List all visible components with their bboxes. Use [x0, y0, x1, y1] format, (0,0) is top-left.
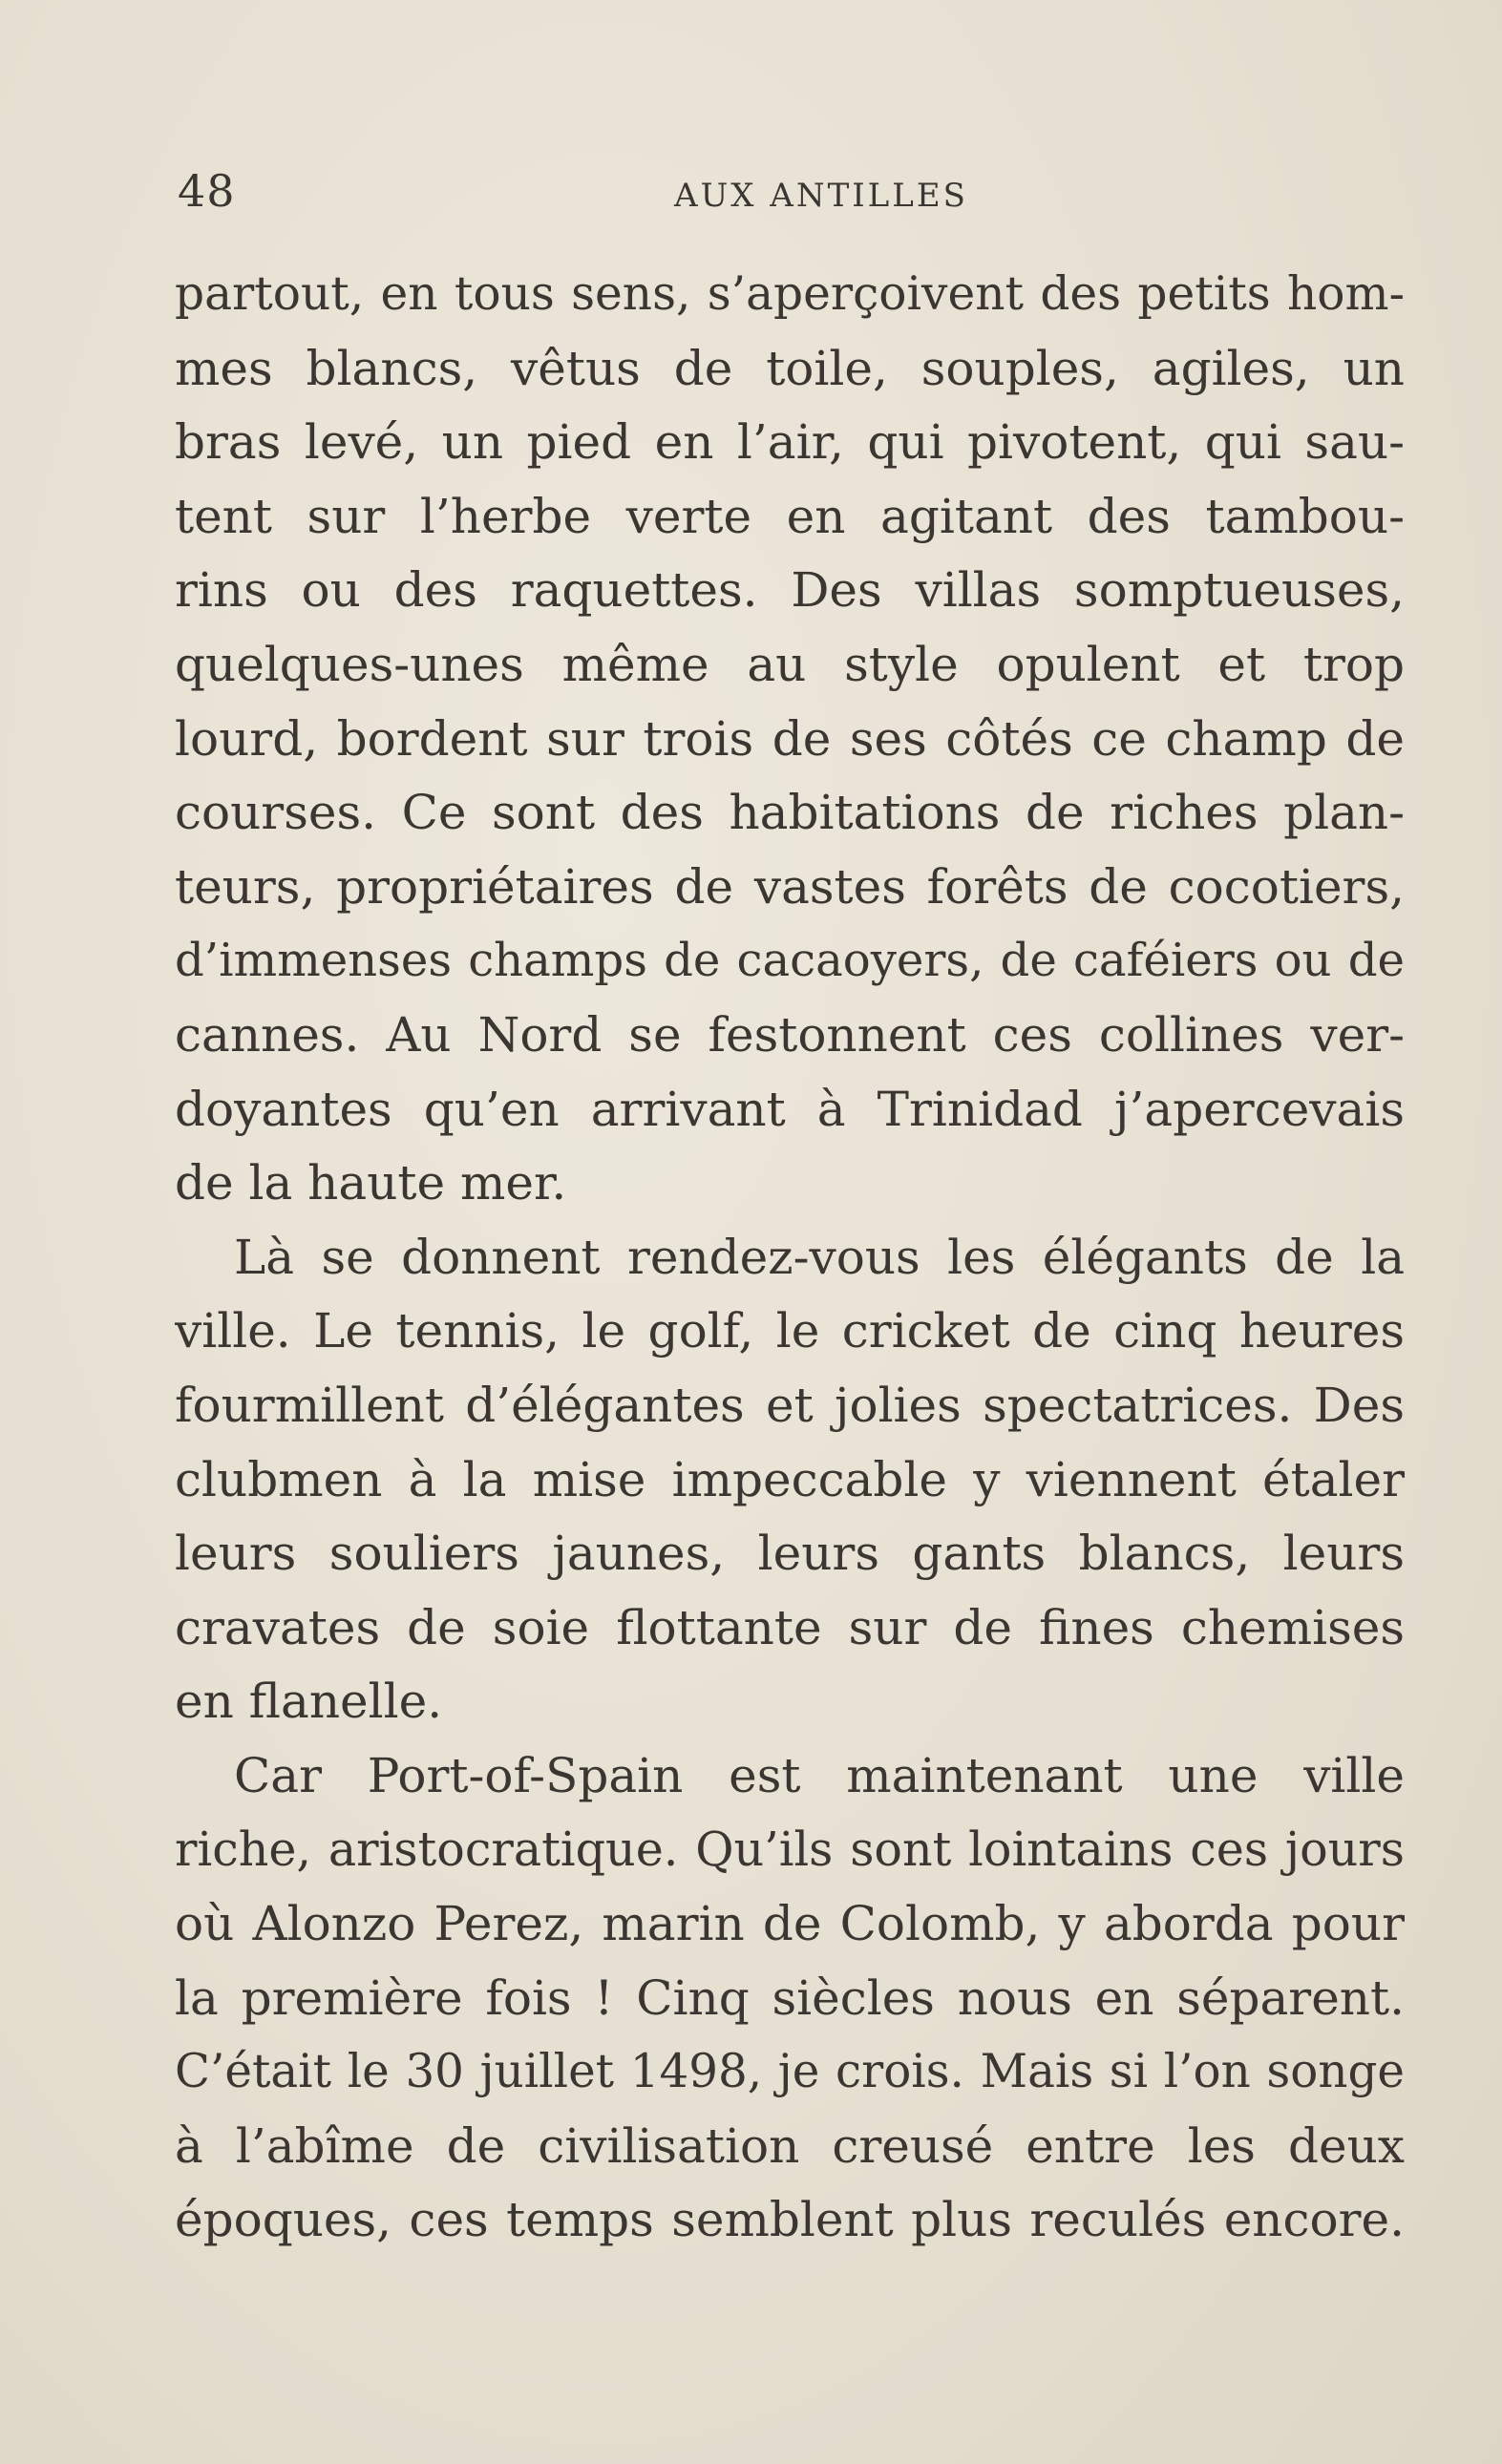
text-line: la première fois ! Cinq siècles nous en séparent. [175, 1969, 1405, 2026]
page-number: 48 [178, 165, 236, 217]
text-line: partout, en tous sens, s’aperçoivent des petits hom- [175, 267, 1405, 321]
text-line: quelques-unes même au style opulent et trop [175, 636, 1405, 692]
running-head [172, 162, 1404, 229]
text-line: doyantes qu’en arrivant à Trinidad j’apercevais [175, 1081, 1405, 1137]
text-line: à l’abîme de civilisation creusé entre les deux [175, 2117, 1405, 2174]
text-line: époques, ces temps semblent plus reculés encore. [175, 2192, 1405, 2248]
text-line: tent sur l’herbe verte en agitant des tambou- [175, 488, 1405, 544]
running-title: AUX ANTILLES [674, 177, 968, 215]
text-line: d’immenses champs de cacaoyers, de caféiers ou de [175, 934, 1405, 988]
text-line: fourmillent d’élégantes et jolies spectatrices. Des [175, 1377, 1405, 1433]
text-line: de la haute mer. [175, 1155, 567, 1211]
text-line: clubmen à la mise impeccable y viennent étaler [175, 1451, 1405, 1507]
text-line: C’était le 30 juillet 1498, je crois. Mais si l’on songe [175, 2045, 1405, 2099]
text-line: ville. Le tennis, le golf, le cricket de cinq heures [175, 1303, 1405, 1359]
text-line: Car Port-of-Spain est maintenant une ville [234, 1747, 1405, 1803]
text-line: bras levé, un pied en l’air, qui pivotent, qui sau- [175, 414, 1405, 471]
text-line: en flanelle. [175, 1674, 443, 1730]
text-line: où Alonzo Perez, marin de Colomb, y aborda pour [175, 1896, 1405, 1952]
text-line: lourd, bordent sur trois de ses côtés ce champ de [175, 710, 1405, 767]
text-line: riche, aristocratique. Qu’ils sont lointains ces jours [175, 1822, 1405, 1878]
text-line: Là se donnent rendez-vous les élégants de la [234, 1229, 1405, 1285]
text-line: leurs souliers jaunes, leurs gants blancs, leurs [175, 1526, 1405, 1582]
text-line: mes blancs, vêtus de toile, souples, agiles, un [175, 340, 1405, 396]
text-line: courses. Ce sont des habitations de riches plan- [175, 785, 1405, 841]
text-line: rins ou des raquettes. Des villas somptueuses, [175, 562, 1405, 619]
text-line: cravates de soie flottante sur de fines chemises [175, 1599, 1405, 1655]
text-line: cannes. Au Nord se festonnent ces collines ver- [175, 1006, 1405, 1063]
body-text [175, 258, 1405, 2258]
text-line: teurs, propriétaires de vastes forêts de cocotiers, [175, 858, 1405, 915]
